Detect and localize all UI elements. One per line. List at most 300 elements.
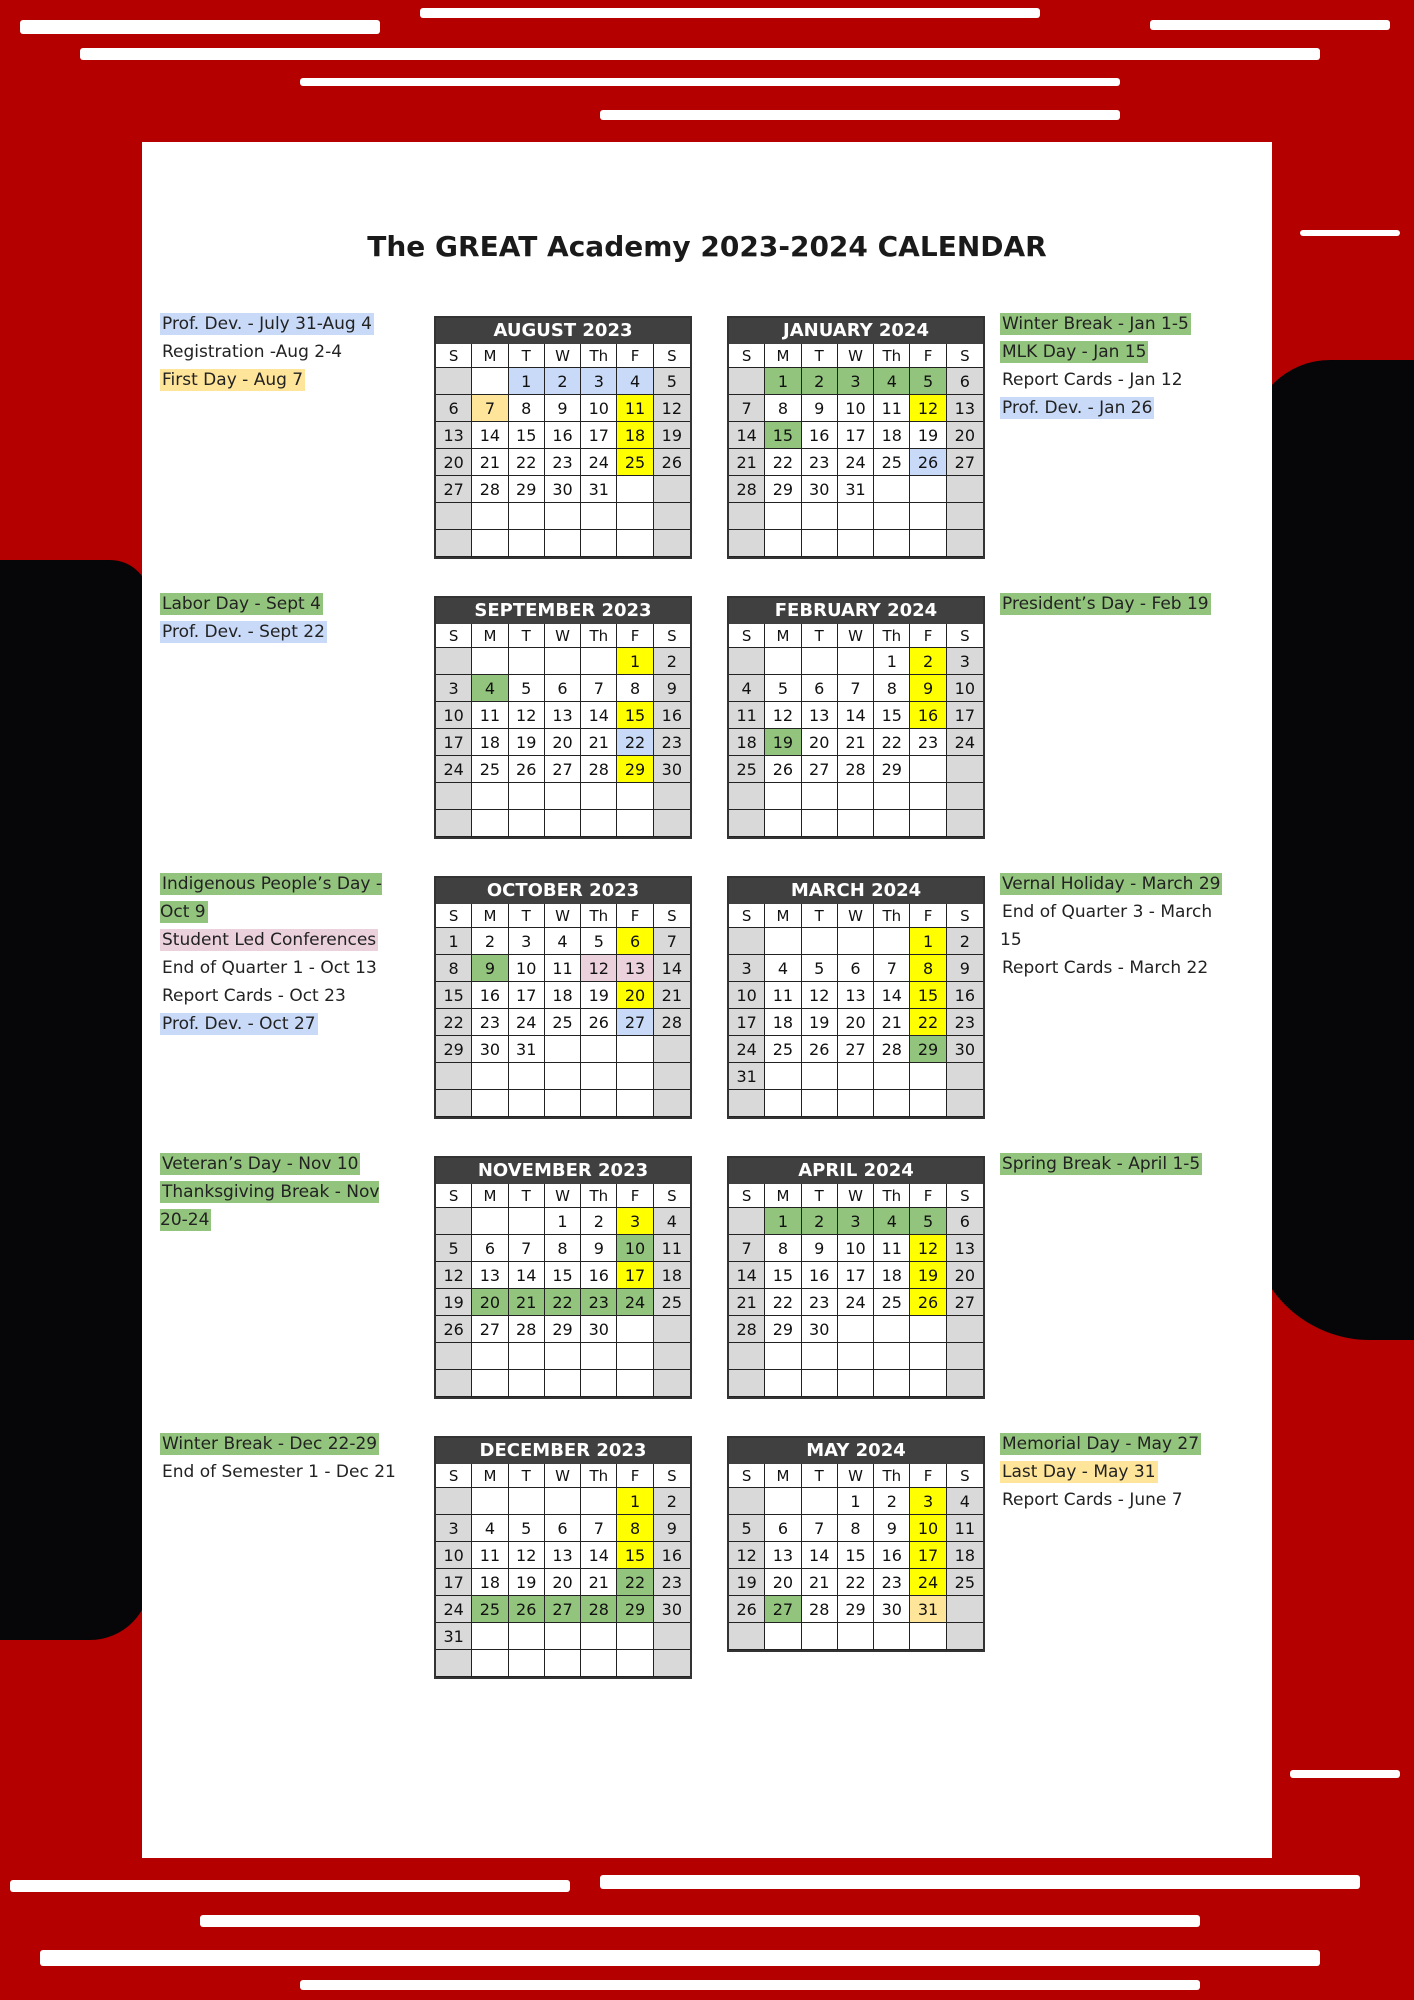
weekday-header: M — [765, 1184, 801, 1208]
day-cell: 15 — [874, 702, 910, 729]
day-cell: 29 — [910, 1036, 946, 1063]
day-cell: 18 — [874, 422, 910, 449]
day-cell: 16 — [545, 422, 581, 449]
empty-day-cell — [802, 1488, 838, 1515]
empty-day-cell — [472, 503, 508, 530]
day-cell: 27 — [947, 1289, 983, 1316]
empty-day-cell — [654, 1036, 690, 1063]
empty-day-cell — [947, 1343, 983, 1370]
day-cell: 18 — [545, 982, 581, 1009]
day-cell: 30 — [654, 1596, 690, 1623]
empty-day-cell — [472, 1488, 508, 1515]
day-cell: 31 — [729, 1063, 765, 1090]
month-grid — [729, 624, 983, 837]
event-note — [1000, 898, 1240, 954]
empty-day-cell — [581, 1343, 617, 1370]
empty-day-cell — [947, 476, 983, 503]
day-cell: 7 — [729, 1235, 765, 1262]
weekday-header: S — [947, 624, 983, 648]
weekday-header: S — [436, 624, 472, 648]
empty-day-cell — [509, 1370, 545, 1397]
empty-day-cell — [729, 810, 765, 837]
empty-day-cell — [617, 1090, 653, 1117]
day-cell: 9 — [947, 955, 983, 982]
empty-day-cell — [838, 648, 874, 675]
day-cell: 7 — [838, 675, 874, 702]
empty-day-cell — [947, 530, 983, 557]
weekday-header: T — [802, 904, 838, 928]
empty-day-cell — [581, 1488, 617, 1515]
notes-march — [1000, 870, 1240, 982]
event-note — [1000, 1486, 1240, 1514]
event-note — [1000, 338, 1240, 366]
empty-day-cell — [654, 1623, 690, 1650]
day-cell: 4 — [545, 928, 581, 955]
event-note-text: Indigenous People’s Day - Oct 9 — [160, 874, 383, 922]
day-cell: 14 — [472, 422, 508, 449]
month-title: MAY 2024 — [729, 1438, 983, 1464]
day-cell: 7 — [654, 928, 690, 955]
empty-day-cell — [436, 1370, 472, 1397]
day-cell: 5 — [729, 1515, 765, 1542]
day-cell: 21 — [729, 1289, 765, 1316]
day-cell: 28 — [654, 1009, 690, 1036]
weekday-header: S — [729, 344, 765, 368]
empty-day-cell — [654, 530, 690, 557]
month-grid — [436, 1464, 690, 1677]
day-cell: 14 — [874, 982, 910, 1009]
month-grid — [729, 904, 983, 1117]
empty-day-cell — [838, 783, 874, 810]
empty-day-cell — [509, 1063, 545, 1090]
event-note-text: Veteran’s Day - Nov 10 — [162, 1154, 359, 1174]
day-cell: 14 — [802, 1542, 838, 1569]
weekday-header: F — [617, 624, 653, 648]
weekday-header: T — [802, 1464, 838, 1488]
empty-day-cell — [545, 648, 581, 675]
day-cell: 15 — [838, 1542, 874, 1569]
weekday-header: F — [617, 344, 653, 368]
day-cell: 8 — [838, 1515, 874, 1542]
day-cell: 15 — [765, 422, 801, 449]
day-cell: 12 — [910, 395, 946, 422]
weekday-header: W — [545, 904, 581, 928]
day-cell: 23 — [947, 1009, 983, 1036]
weekday-header: W — [838, 904, 874, 928]
empty-day-cell — [617, 1316, 653, 1343]
day-cell: 20 — [436, 449, 472, 476]
day-cell: 12 — [910, 1235, 946, 1262]
empty-day-cell — [509, 1343, 545, 1370]
weekday-header: T — [509, 344, 545, 368]
day-cell: 30 — [545, 476, 581, 503]
day-cell: 24 — [509, 1009, 545, 1036]
month-title: MARCH 2024 — [729, 878, 983, 904]
day-cell: 4 — [947, 1488, 983, 1515]
empty-day-cell — [910, 476, 946, 503]
event-note-text: First Day - Aug 7 — [162, 370, 304, 390]
day-cell: 4 — [729, 675, 765, 702]
day-cell: 21 — [509, 1289, 545, 1316]
weekday-header: F — [910, 344, 946, 368]
weekday-header: S — [729, 904, 765, 928]
day-cell: 14 — [581, 1542, 617, 1569]
day-cell: 9 — [802, 1235, 838, 1262]
day-cell: 22 — [765, 449, 801, 476]
empty-day-cell — [765, 1370, 801, 1397]
day-cell: 20 — [545, 1569, 581, 1596]
notes-december — [160, 1430, 400, 1486]
day-cell: 28 — [838, 756, 874, 783]
empty-day-cell — [947, 503, 983, 530]
day-cell: 20 — [838, 1009, 874, 1036]
empty-day-cell — [617, 1063, 653, 1090]
empty-day-cell — [802, 1623, 838, 1650]
day-cell: 11 — [472, 1542, 508, 1569]
day-cell: 18 — [472, 1569, 508, 1596]
day-cell: 14 — [729, 1262, 765, 1289]
day-cell: 27 — [545, 1596, 581, 1623]
day-cell: 8 — [874, 675, 910, 702]
empty-day-cell — [509, 1623, 545, 1650]
weekday-header: M — [765, 1464, 801, 1488]
event-note-text: Labor Day - Sept 4 — [162, 594, 321, 614]
weekday-header: S — [654, 1184, 690, 1208]
day-cell: 11 — [874, 1235, 910, 1262]
day-cell: 25 — [947, 1569, 983, 1596]
day-cell: 21 — [581, 1569, 617, 1596]
day-cell: 25 — [765, 1036, 801, 1063]
empty-day-cell — [802, 1063, 838, 1090]
day-cell: 20 — [947, 422, 983, 449]
empty-day-cell — [802, 810, 838, 837]
month-grid — [729, 1184, 983, 1397]
empty-day-cell — [802, 503, 838, 530]
empty-day-cell — [472, 368, 508, 395]
day-cell: 8 — [617, 1515, 653, 1542]
empty-day-cell — [874, 1370, 910, 1397]
day-cell: 22 — [545, 1289, 581, 1316]
day-cell: 9 — [910, 675, 946, 702]
day-cell: 10 — [838, 395, 874, 422]
empty-day-cell — [436, 1650, 472, 1677]
empty-day-cell — [545, 1650, 581, 1677]
day-cell: 10 — [581, 395, 617, 422]
empty-day-cell — [509, 530, 545, 557]
empty-day-cell — [802, 648, 838, 675]
day-cell: 2 — [802, 368, 838, 395]
day-cell: 18 — [729, 729, 765, 756]
empty-day-cell — [509, 1488, 545, 1515]
calendar-march-2024 — [727, 876, 985, 1119]
day-cell: 17 — [436, 1569, 472, 1596]
day-cell: 23 — [910, 729, 946, 756]
day-cell: 1 — [436, 928, 472, 955]
day-cell: 24 — [581, 449, 617, 476]
weekday-header: S — [436, 1184, 472, 1208]
empty-day-cell — [654, 1063, 690, 1090]
day-cell: 26 — [654, 449, 690, 476]
day-cell: 16 — [654, 1542, 690, 1569]
day-cell: 26 — [509, 1596, 545, 1623]
day-cell: 14 — [729, 422, 765, 449]
event-note — [1000, 1430, 1240, 1458]
empty-day-cell — [947, 1623, 983, 1650]
empty-day-cell — [910, 1370, 946, 1397]
weekday-header: Th — [874, 344, 910, 368]
day-cell: 27 — [545, 756, 581, 783]
day-cell: 21 — [838, 729, 874, 756]
empty-day-cell — [765, 530, 801, 557]
paint-streak — [600, 1875, 1360, 1889]
empty-day-cell — [838, 1370, 874, 1397]
empty-day-cell — [947, 810, 983, 837]
day-cell: 19 — [654, 422, 690, 449]
empty-day-cell — [874, 783, 910, 810]
empty-day-cell — [617, 1343, 653, 1370]
event-note-text: Report Cards - Oct 23 — [162, 986, 346, 1006]
weekday-header: W — [838, 1464, 874, 1488]
day-cell: 5 — [765, 675, 801, 702]
day-cell: 2 — [654, 1488, 690, 1515]
empty-day-cell — [545, 1488, 581, 1515]
empty-day-cell — [910, 1090, 946, 1117]
weekday-header: M — [472, 624, 508, 648]
weekday-header: M — [765, 344, 801, 368]
event-note — [160, 1010, 400, 1038]
day-cell: 6 — [947, 1208, 983, 1235]
day-cell: 13 — [838, 982, 874, 1009]
day-cell: 1 — [765, 1208, 801, 1235]
day-cell: 19 — [436, 1289, 472, 1316]
event-note-text: Spring Break - April 1-5 — [1002, 1154, 1201, 1174]
event-note — [1000, 366, 1240, 394]
day-cell: 28 — [729, 476, 765, 503]
empty-day-cell — [545, 503, 581, 530]
empty-day-cell — [545, 1370, 581, 1397]
day-cell: 21 — [729, 449, 765, 476]
event-note — [160, 1430, 400, 1458]
empty-day-cell — [765, 1623, 801, 1650]
empty-day-cell — [838, 1343, 874, 1370]
weekday-header: F — [617, 1464, 653, 1488]
empty-day-cell — [802, 1343, 838, 1370]
weekday-header: W — [838, 344, 874, 368]
empty-day-cell — [617, 530, 653, 557]
day-cell: 20 — [765, 1569, 801, 1596]
notes-february — [1000, 590, 1240, 618]
weekday-header: T — [802, 344, 838, 368]
day-cell: 7 — [581, 1515, 617, 1542]
day-cell: 31 — [910, 1596, 946, 1623]
day-cell: 11 — [729, 702, 765, 729]
day-cell: 25 — [729, 756, 765, 783]
day-cell: 30 — [947, 1036, 983, 1063]
empty-day-cell — [947, 1090, 983, 1117]
day-cell: 26 — [581, 1009, 617, 1036]
empty-day-cell — [436, 648, 472, 675]
day-cell: 10 — [838, 1235, 874, 1262]
day-cell: 27 — [436, 476, 472, 503]
paint-streak — [1290, 1770, 1400, 1778]
weekday-header: W — [545, 344, 581, 368]
empty-day-cell — [472, 648, 508, 675]
calendar-january-2024 — [727, 316, 985, 559]
day-cell: 23 — [654, 729, 690, 756]
empty-day-cell — [765, 1343, 801, 1370]
day-cell: 7 — [729, 395, 765, 422]
empty-day-cell — [910, 1063, 946, 1090]
weekday-header: S — [947, 904, 983, 928]
weekday-header: M — [472, 904, 508, 928]
empty-day-cell — [545, 1063, 581, 1090]
calendar-page — [142, 142, 1272, 1858]
day-cell: 4 — [472, 1515, 508, 1542]
empty-day-cell — [581, 1650, 617, 1677]
empty-day-cell — [802, 928, 838, 955]
day-cell: 25 — [472, 756, 508, 783]
day-cell: 12 — [581, 955, 617, 982]
day-cell: 6 — [765, 1515, 801, 1542]
empty-day-cell — [472, 530, 508, 557]
empty-day-cell — [838, 1090, 874, 1117]
weekday-header: Th — [581, 624, 617, 648]
day-cell: 9 — [581, 1235, 617, 1262]
empty-day-cell — [617, 476, 653, 503]
day-cell: 17 — [509, 982, 545, 1009]
day-cell: 11 — [472, 702, 508, 729]
day-cell: 15 — [617, 702, 653, 729]
day-cell: 25 — [874, 449, 910, 476]
day-cell: 19 — [509, 729, 545, 756]
month-title: FEBRUARY 2024 — [729, 598, 983, 624]
day-cell: 14 — [654, 955, 690, 982]
day-cell: 10 — [617, 1235, 653, 1262]
weekday-header: F — [910, 1464, 946, 1488]
event-note-text: Prof. Dev. - Oct 27 — [162, 1014, 316, 1034]
weekday-header: W — [838, 1184, 874, 1208]
day-cell: 10 — [947, 675, 983, 702]
empty-day-cell — [910, 503, 946, 530]
day-cell: 6 — [802, 675, 838, 702]
day-cell: 3 — [947, 648, 983, 675]
day-cell: 2 — [472, 928, 508, 955]
day-cell: 23 — [654, 1569, 690, 1596]
day-cell: 1 — [509, 368, 545, 395]
day-cell: 26 — [436, 1316, 472, 1343]
month-title: SEPTEMBER 2023 — [436, 598, 690, 624]
day-cell: 27 — [947, 449, 983, 476]
day-cell: 24 — [838, 1289, 874, 1316]
day-cell: 11 — [874, 395, 910, 422]
day-cell: 12 — [509, 1542, 545, 1569]
day-cell: 3 — [509, 928, 545, 955]
day-cell: 5 — [581, 928, 617, 955]
month-title: APRIL 2024 — [729, 1158, 983, 1184]
empty-day-cell — [838, 1623, 874, 1650]
weekday-header: S — [947, 344, 983, 368]
day-cell: 1 — [617, 648, 653, 675]
day-cell: 16 — [802, 422, 838, 449]
weekday-header: W — [545, 1184, 581, 1208]
weekday-header: S — [436, 904, 472, 928]
empty-day-cell — [436, 503, 472, 530]
empty-day-cell — [910, 1316, 946, 1343]
empty-day-cell — [729, 1370, 765, 1397]
weekday-header: F — [910, 904, 946, 928]
empty-day-cell — [436, 1063, 472, 1090]
calendar-september-2023 — [434, 596, 692, 839]
day-cell: 25 — [545, 1009, 581, 1036]
event-note-text: Prof. Dev. - Sept 22 — [162, 622, 325, 642]
day-cell: 29 — [509, 476, 545, 503]
day-cell: 28 — [581, 756, 617, 783]
day-cell: 6 — [436, 395, 472, 422]
day-cell: 14 — [838, 702, 874, 729]
empty-day-cell — [765, 1488, 801, 1515]
day-cell: 26 — [729, 1596, 765, 1623]
weekday-header: S — [436, 344, 472, 368]
day-cell: 15 — [910, 982, 946, 1009]
event-note-text: Winter Break - Dec 22-29 — [162, 1434, 378, 1454]
day-cell: 14 — [581, 702, 617, 729]
event-note — [160, 1150, 400, 1178]
day-cell: 6 — [472, 1235, 508, 1262]
empty-day-cell — [509, 1208, 545, 1235]
empty-day-cell — [765, 783, 801, 810]
day-cell: 27 — [472, 1316, 508, 1343]
event-note — [160, 1458, 400, 1486]
event-note — [1000, 590, 1240, 618]
weekday-header: T — [509, 624, 545, 648]
day-cell: 26 — [802, 1036, 838, 1063]
weekday-header: S — [729, 1184, 765, 1208]
empty-day-cell — [545, 530, 581, 557]
day-cell: 12 — [509, 702, 545, 729]
event-note-text: Vernal Holiday - March 29 — [1002, 874, 1221, 894]
empty-day-cell — [436, 1343, 472, 1370]
day-cell: 22 — [617, 729, 653, 756]
weekday-header: F — [910, 1184, 946, 1208]
paint-streak — [200, 1915, 1200, 1927]
empty-day-cell — [617, 1036, 653, 1063]
weekday-header: T — [509, 1184, 545, 1208]
day-cell: 22 — [765, 1289, 801, 1316]
day-cell: 9 — [545, 395, 581, 422]
day-cell: 24 — [947, 729, 983, 756]
day-cell: 11 — [545, 955, 581, 982]
calendar-august-2023 — [434, 316, 692, 559]
empty-day-cell — [581, 648, 617, 675]
event-note — [1000, 310, 1240, 338]
event-note — [160, 366, 400, 394]
empty-day-cell — [654, 476, 690, 503]
empty-day-cell — [545, 783, 581, 810]
empty-day-cell — [947, 783, 983, 810]
day-cell: 8 — [509, 395, 545, 422]
day-cell: 2 — [654, 648, 690, 675]
empty-day-cell — [581, 530, 617, 557]
day-cell: 16 — [874, 1542, 910, 1569]
day-cell: 15 — [436, 982, 472, 1009]
paint-streak — [300, 1980, 1200, 1990]
day-cell: 2 — [874, 1488, 910, 1515]
weekday-header: M — [472, 1464, 508, 1488]
day-cell: 2 — [802, 1208, 838, 1235]
day-cell: 3 — [617, 1208, 653, 1235]
day-cell: 28 — [802, 1596, 838, 1623]
day-cell: 28 — [729, 1316, 765, 1343]
